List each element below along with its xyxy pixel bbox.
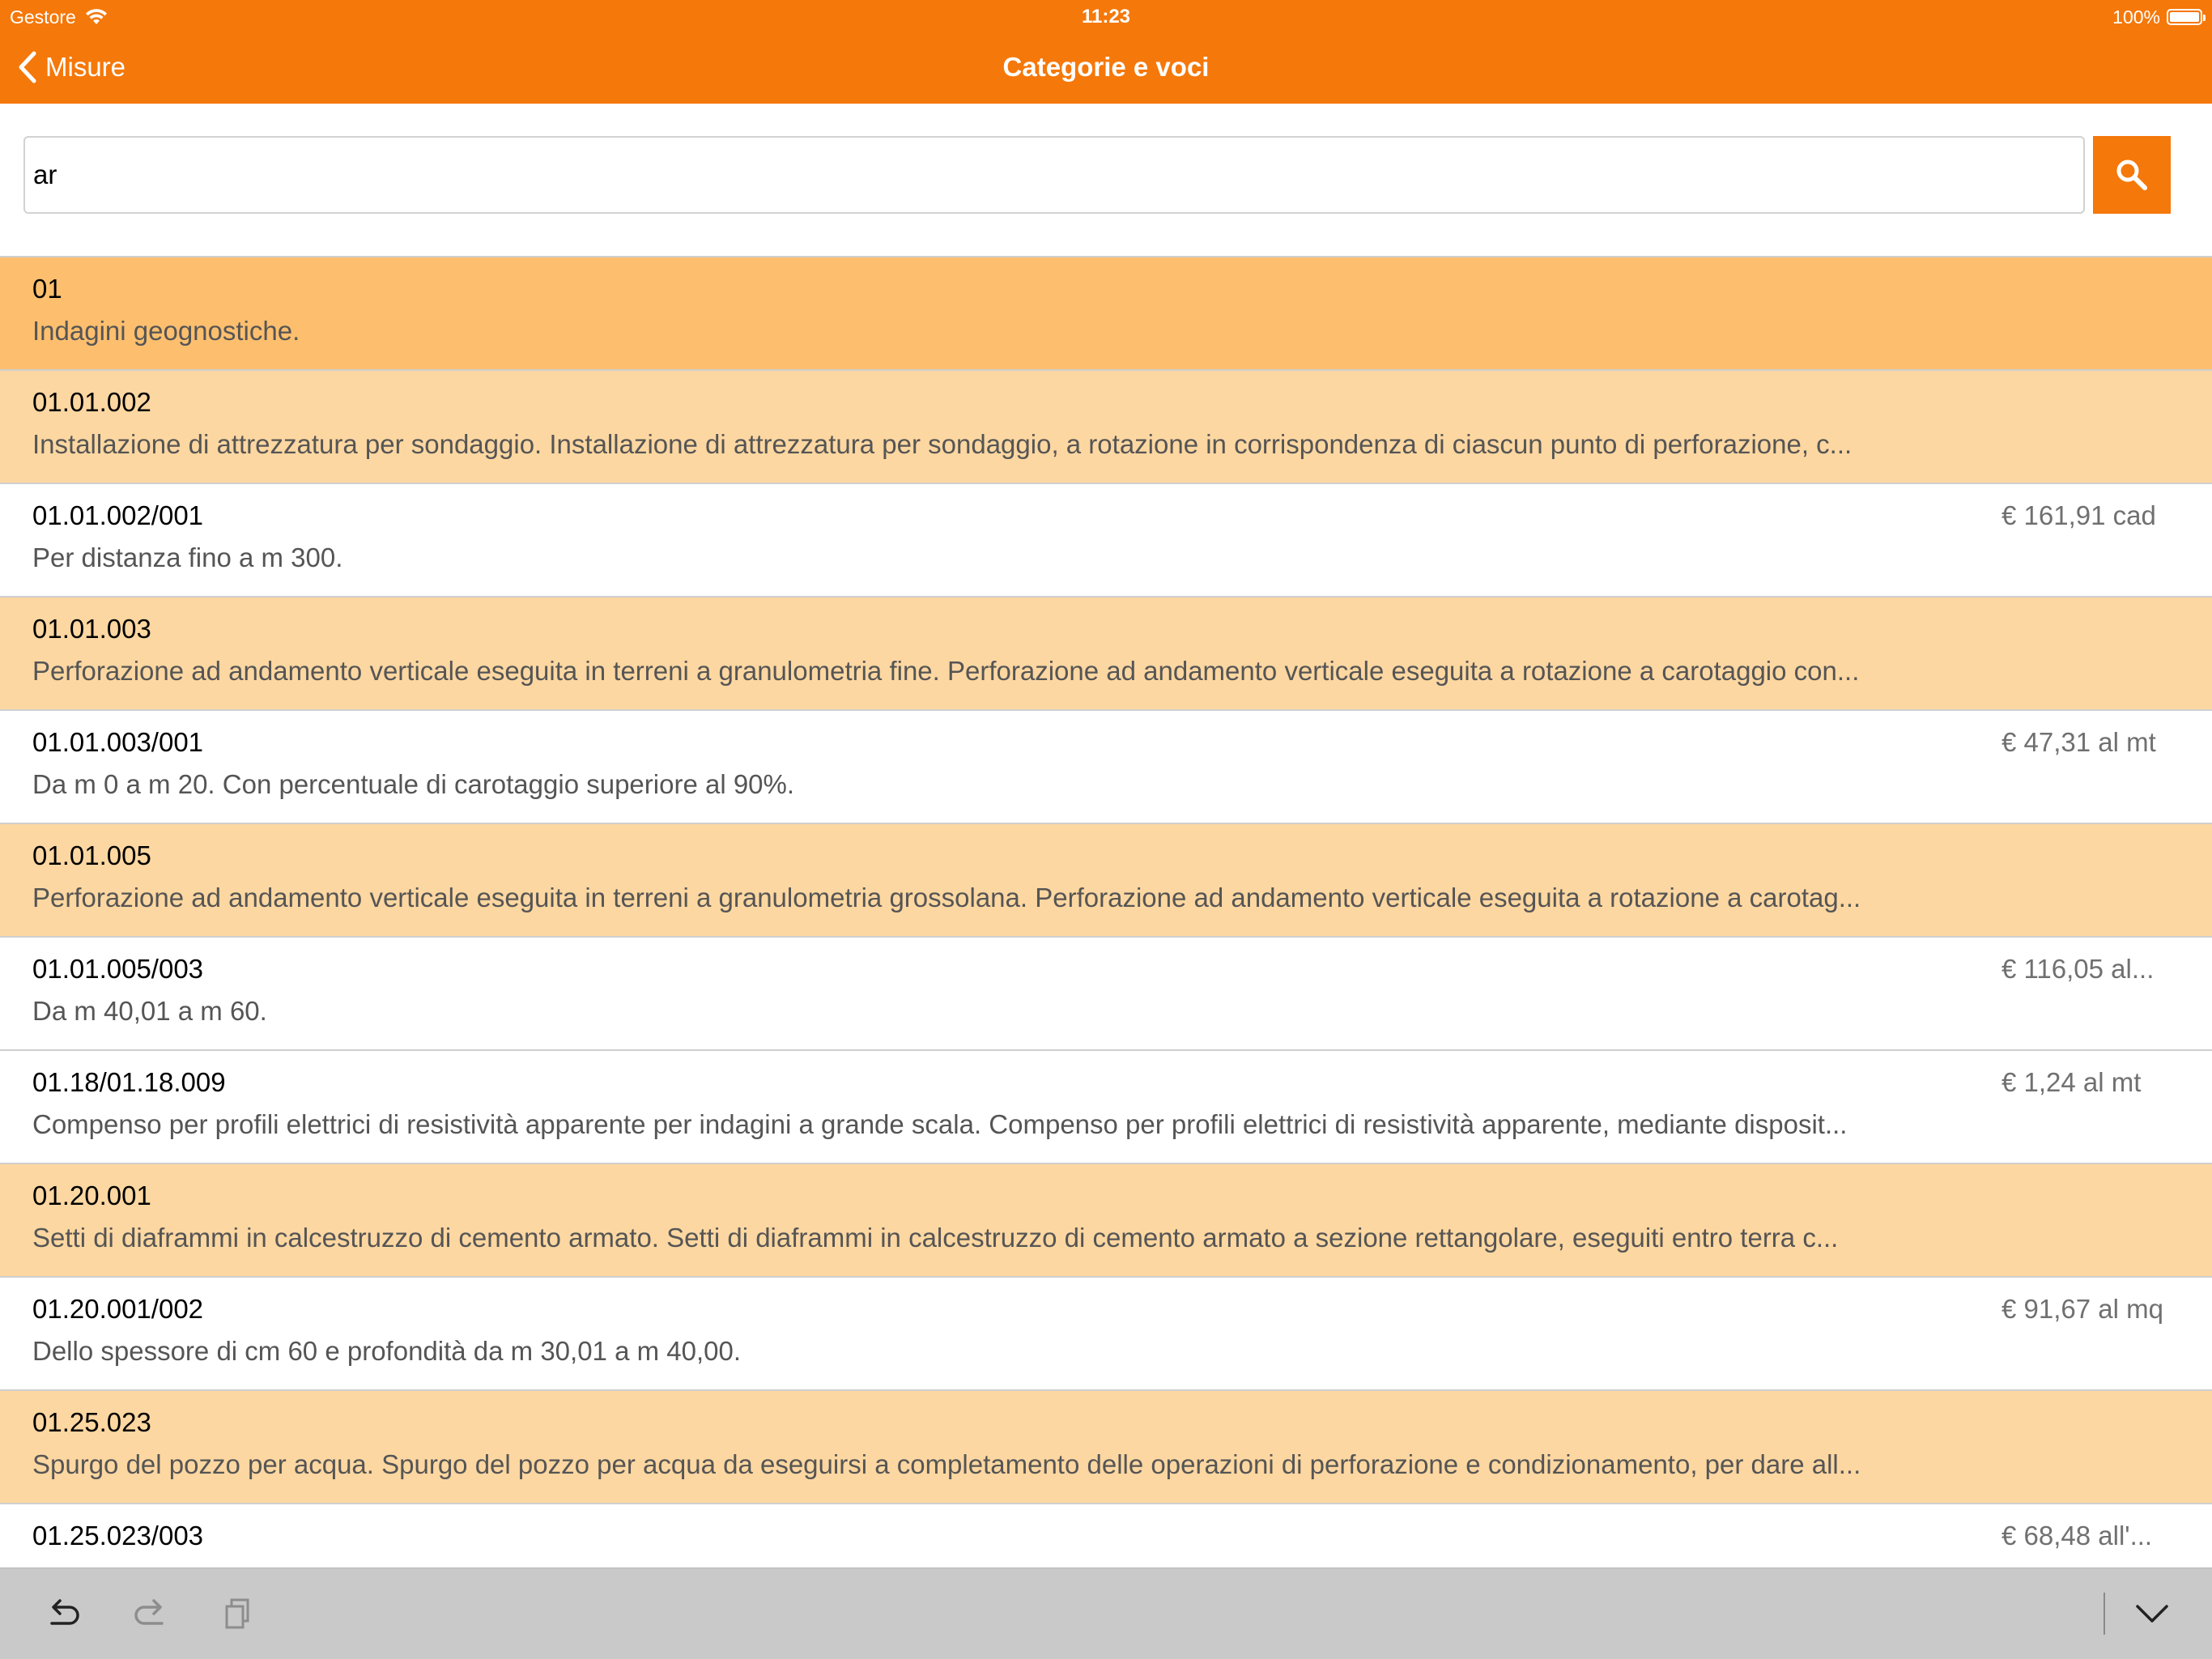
battery-percent: 100% bbox=[2112, 6, 2160, 28]
navigation-bar bbox=[0, 0, 2212, 104]
row-code: 01.01.003 bbox=[32, 614, 151, 644]
search-bar bbox=[0, 104, 2212, 256]
chevron-down-icon bbox=[2134, 1602, 2170, 1626]
toolbar-divider bbox=[2104, 1593, 2105, 1635]
row-price: € 161,91 cad bbox=[2001, 500, 2156, 530]
item-row[interactable] bbox=[0, 1276, 2212, 1389]
search-button[interactable] bbox=[2093, 136, 2171, 214]
row-code: 01 bbox=[32, 274, 62, 304]
page-title: Categorie e voci bbox=[1002, 52, 1210, 82]
row-code: 01.01.005 bbox=[32, 840, 151, 870]
row-description: Spurgo del pozzo per acqua. Spurgo del pozzo per acqua da eseguirsi a completamento delle operazioni di perforazione e condizionamento, per dare all... bbox=[32, 1449, 1861, 1479]
status-battery bbox=[2112, 3, 2202, 31]
keyboard-toolbar bbox=[0, 1568, 2212, 1659]
row-description: Dello spessore di cm 60 e profondità da m 30,01 a m 40,00. bbox=[32, 1336, 741, 1366]
battery-icon bbox=[2167, 9, 2202, 25]
row-description: Compenso per profili elettrici di resistività apparente per indagini a grande scala. Compenso per profili elettrici di resistività apparente, mediante disposit... bbox=[32, 1109, 1848, 1139]
redo-icon bbox=[131, 1596, 170, 1631]
row-description: Per distanza fino a m 300. bbox=[32, 542, 343, 572]
row-price: € 91,67 al mq bbox=[2001, 1294, 2163, 1324]
item-row[interactable] bbox=[0, 483, 2212, 596]
item-row[interactable] bbox=[0, 709, 2212, 823]
row-price: € 68,48 all'... bbox=[2001, 1521, 2153, 1551]
search-icon bbox=[2114, 157, 2150, 193]
row-description: Perforazione ad andamento verticale eseguita in terreni a granulometria fine. Perforazione ad andamento verticale eseguita a rotazione a carotaggio con... bbox=[32, 656, 1860, 686]
status-time: 11:23 bbox=[1081, 6, 1131, 28]
carrier-label: Gestore bbox=[10, 6, 76, 28]
row-code: 01.20.001 bbox=[32, 1180, 151, 1210]
row-code: 01.01.003/001 bbox=[32, 727, 204, 757]
item-row[interactable] bbox=[0, 1049, 2212, 1163]
row-description: Da m 40,01 a m 60. bbox=[32, 996, 267, 1026]
row-code: 01.01.005/003 bbox=[32, 954, 204, 984]
row-price: € 47,31 al mt bbox=[2001, 727, 2156, 757]
row-code: 01.18/01.18.009 bbox=[32, 1067, 226, 1097]
row-description: Indagini geognostiche. bbox=[32, 316, 300, 346]
undo-icon bbox=[44, 1596, 83, 1631]
row-price: € 116,05 al... bbox=[2001, 954, 2155, 984]
row-code: 01.01.002 bbox=[32, 387, 151, 417]
item-row[interactable] bbox=[0, 936, 2212, 1049]
dismiss-keyboard-button[interactable] bbox=[2129, 1591, 2175, 1636]
row-description: Setti di diaframmi in calcestruzzo di cemento armato. Setti di diaframmi in calcestruzzo di cemento armato a sezione rettangolare, eseguiti entro terra c... bbox=[32, 1223, 1839, 1253]
subcategory-row[interactable] bbox=[0, 823, 2212, 936]
results-list[interactable] bbox=[0, 256, 2212, 1568]
row-code: 01.25.023 bbox=[32, 1407, 151, 1437]
row-code: 01.25.023/003 bbox=[32, 1521, 204, 1551]
paste-icon bbox=[222, 1596, 254, 1631]
item-row[interactable] bbox=[0, 1503, 2212, 1568]
category-row[interactable] bbox=[0, 256, 2212, 369]
subcategory-row[interactable] bbox=[0, 596, 2212, 709]
row-description: Perforazione ad andamento verticale eseguita in terreni a granulometria grossolana. Perforazione ad andamento verticale eseguita a rotazione a carotag... bbox=[32, 883, 1861, 912]
search-input[interactable] bbox=[23, 136, 2085, 214]
row-price: € 1,24 al mt bbox=[2001, 1067, 2142, 1097]
paste-button[interactable] bbox=[215, 1591, 261, 1636]
back-label: Misure bbox=[45, 52, 126, 82]
redo-button[interactable] bbox=[128, 1591, 173, 1636]
row-description: Da m 0 a m 20. Con percentuale di carotaggio superiore al 90%. bbox=[32, 769, 795, 799]
row-code: 01.01.002/001 bbox=[32, 500, 204, 530]
row-description: Installazione di attrezzatura per sondaggio. Installazione di attrezzatura per sondaggio, a rotazione in corrispondenza di ciascun punto di perforazione, c... bbox=[32, 429, 1853, 459]
row-code: 01.20.001/002 bbox=[32, 1294, 204, 1324]
undo-button[interactable] bbox=[40, 1591, 86, 1636]
subcategory-row[interactable] bbox=[0, 369, 2212, 483]
subcategory-row[interactable] bbox=[0, 1389, 2212, 1503]
subcategory-row[interactable] bbox=[0, 1163, 2212, 1276]
